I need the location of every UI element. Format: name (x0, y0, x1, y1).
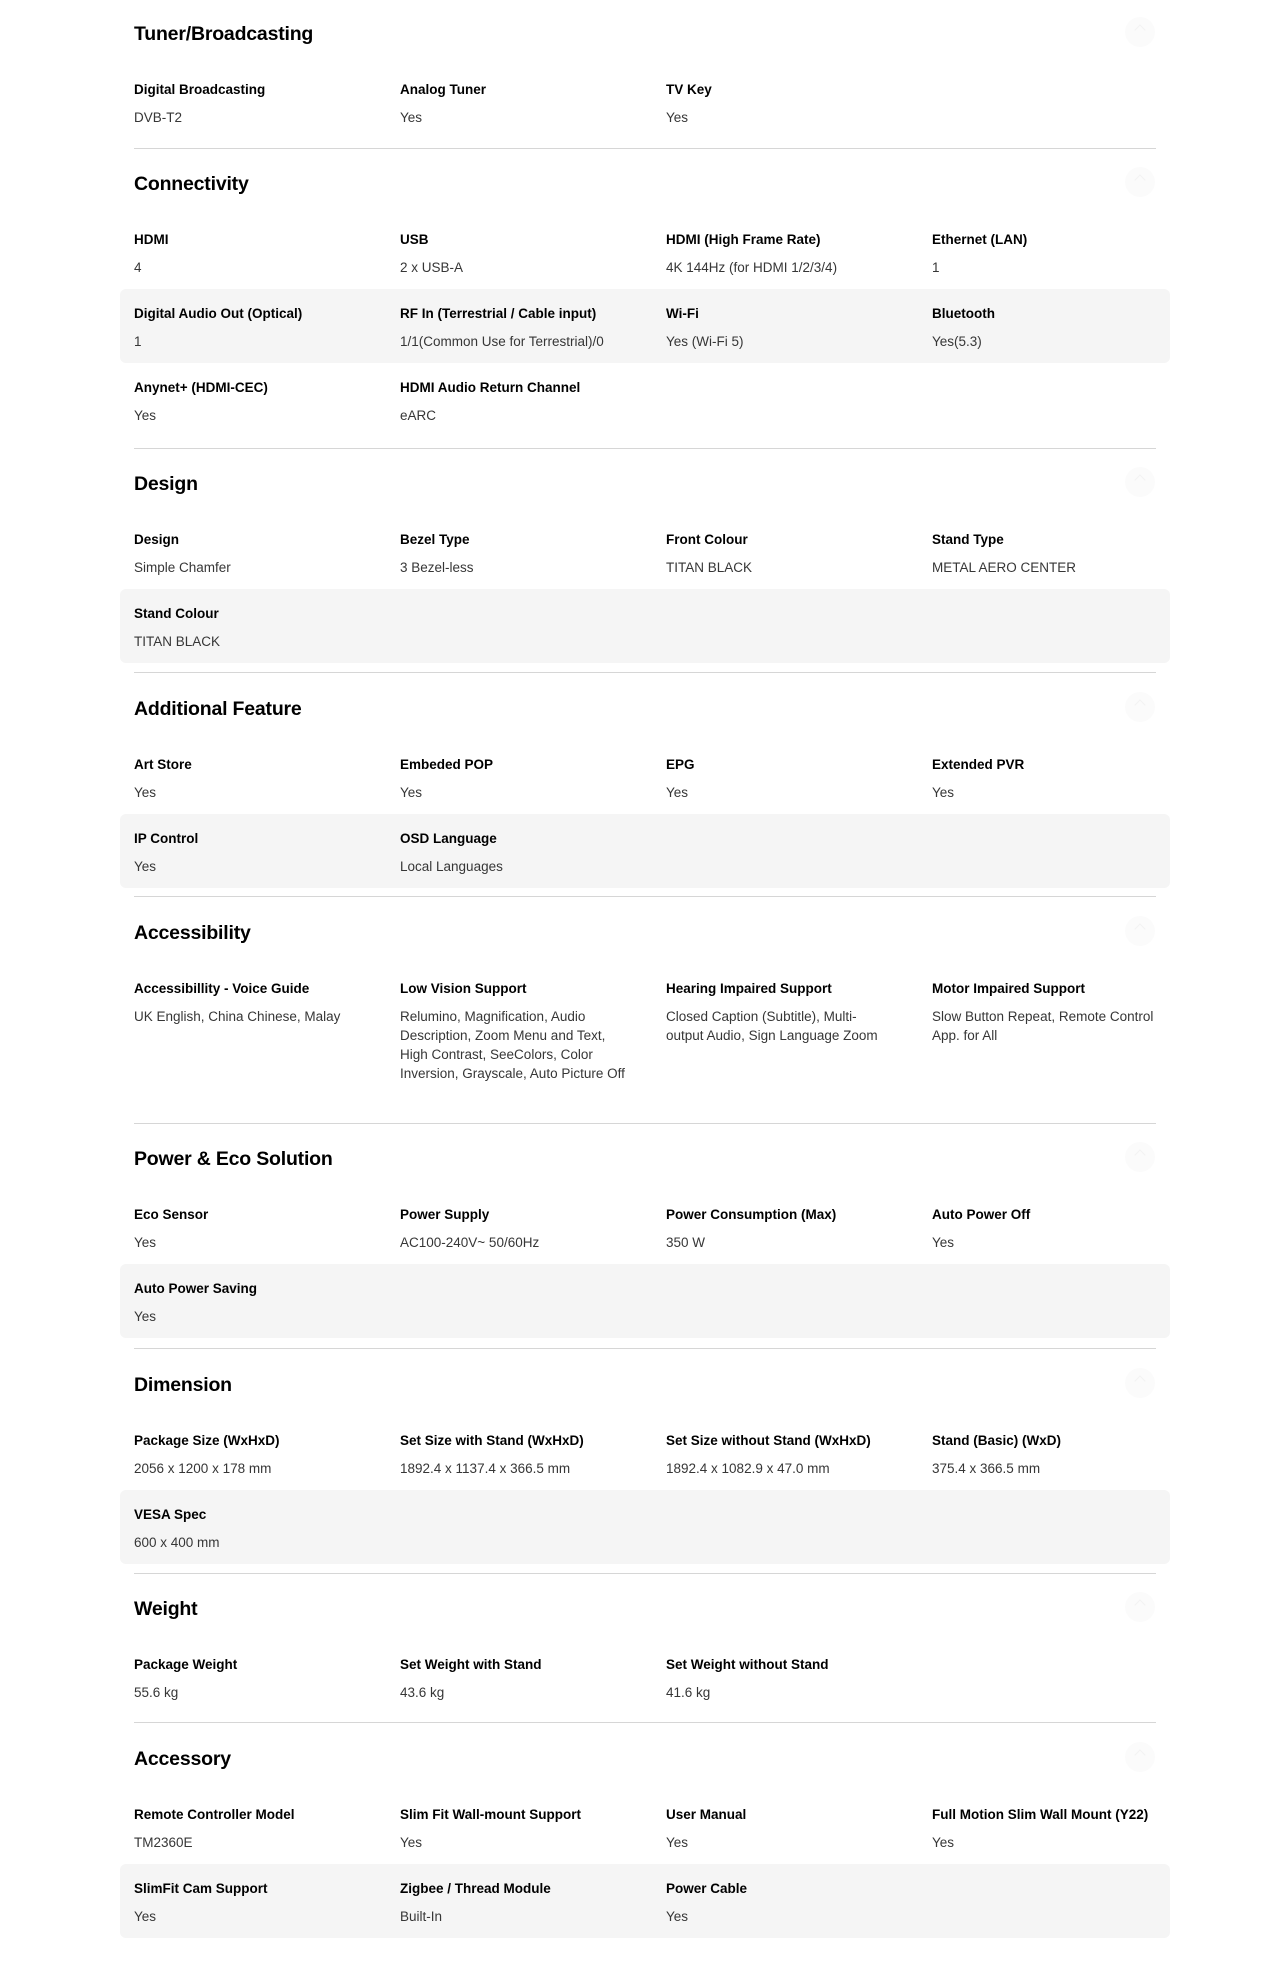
spec-row (120, 1640, 1170, 1714)
chevron-up-icon[interactable] (1125, 916, 1155, 946)
spec-value: 4 (134, 260, 142, 275)
chevron-up-icon[interactable] (1125, 1142, 1155, 1172)
section-title[interactable]: Weight (134, 1598, 198, 1620)
spec-row (120, 964, 1170, 1081)
spec-value: 41.6 kg (666, 1685, 711, 1700)
section-title[interactable]: Design (134, 473, 198, 495)
section-title[interactable]: Accessibility (134, 922, 251, 944)
chevron-up-icon[interactable] (1125, 167, 1155, 197)
spec-value: Yes (400, 785, 423, 800)
spec-value: UK English, China Chinese, Malay (134, 1009, 341, 1024)
spec-value: METAL AERO CENTER (932, 560, 1077, 575)
section-title[interactable]: Accessory (134, 1748, 231, 1770)
spec-label: Zigbee / Thread Module (400, 1881, 551, 1896)
spec-value: Yes (932, 1235, 955, 1250)
spec-row (120, 1264, 1170, 1338)
spec-label: Digital Broadcasting (134, 82, 266, 97)
section-title[interactable]: Power & Eco Solution (134, 1148, 333, 1170)
section-title[interactable]: Tuner/Broadcasting (134, 23, 314, 45)
section-divider (134, 148, 1156, 149)
spec-label: Bezel Type (400, 532, 470, 547)
spec-label: Set Weight without Stand (666, 1657, 829, 1672)
spec-label: Stand (Basic) (WxD) (932, 1433, 1062, 1448)
spec-value: Yes (134, 1235, 157, 1250)
chevron-up-icon[interactable] (1125, 1742, 1155, 1772)
spec-label: Auto Power Saving (134, 1281, 258, 1296)
section-divider (134, 1573, 1156, 1574)
spec-label: Set Size with Stand (WxHxD) (400, 1433, 584, 1448)
section-divider (134, 1348, 1156, 1349)
spec-value: 350 W (666, 1235, 706, 1250)
spec-label: Full Motion Slim Wall Mount (Y22) (932, 1807, 1149, 1822)
spec-value: TITAN BLACK (134, 634, 221, 649)
section-title[interactable]: Dimension (134, 1374, 232, 1396)
spec-value: Simple Chamfer (134, 560, 231, 575)
spec-row (120, 740, 1170, 814)
spec-label: Eco Sensor (134, 1207, 209, 1222)
spec-value: Slow Button Repeat, Remote Control App. for All (932, 1009, 1154, 1043)
spec-row (120, 515, 1170, 589)
spec-value: Closed Caption (Subtitle), Multi-output Audio, Sign Language Zoom (666, 1009, 878, 1043)
section-title[interactable]: Connectivity (134, 173, 249, 195)
spec-label: Stand Colour (134, 606, 219, 621)
spec-label: Ethernet (LAN) (932, 232, 1028, 247)
chevron-up-icon[interactable] (1125, 692, 1155, 722)
spec-value: 1 (932, 260, 940, 275)
spec-value: Yes (400, 110, 423, 125)
spec-label: Design (134, 532, 180, 547)
spec-row (120, 589, 1170, 663)
spec-label: Digital Audio Out (Optical) (134, 306, 303, 321)
section-divider (134, 672, 1156, 673)
spec-label: Wi-Fi (666, 306, 699, 321)
spec-value: 3 Bezel-less (400, 560, 474, 575)
spec-label: Set Weight with Stand (400, 1657, 542, 1672)
spec-label: OSD Language (400, 831, 497, 846)
spec-row (120, 1416, 1170, 1490)
spec-label: Analog Tuner (400, 82, 486, 97)
spec-label: Extended PVR (932, 757, 1025, 772)
spec-label: Power Cable (666, 1881, 748, 1896)
spec-label: Bluetooth (932, 306, 995, 321)
spec-value: AC100-240V~ 50/60Hz (400, 1235, 540, 1250)
chevron-up-icon[interactable] (1125, 1592, 1155, 1622)
spec-label: TV Key (666, 82, 712, 97)
spec-value: Yes (666, 110, 689, 125)
spec-label: Accessibillity - Voice Guide (134, 981, 310, 996)
spec-label: USB (400, 232, 429, 247)
spec-label: Power Consumption (Max) (666, 1207, 837, 1222)
spec-label: Slim Fit Wall-mount Support (400, 1807, 581, 1822)
spec-label: Remote Controller Model (134, 1807, 295, 1822)
spec-label: Low Vision Support (400, 981, 527, 996)
spec-value: eARC (400, 408, 437, 423)
spec-row (120, 1864, 1170, 1938)
spec-value: Yes (Wi-Fi 5) (666, 334, 744, 349)
spec-label: Auto Power Off (932, 1207, 1031, 1222)
spec-value: 1 (134, 334, 142, 349)
spec-value: TITAN BLACK (666, 560, 753, 575)
spec-label: Motor Impaired Support (932, 981, 1085, 996)
spec-value: Relumino, Magnification, Audio Description, Zoom Menu and Text, High Contrast, SeeColors, Color Inversion, Grayscale, Auto Picture Off (400, 1009, 625, 1081)
spec-label: Set Size without Stand (WxHxD) (666, 1433, 871, 1448)
spec-value: TM2360E (134, 1835, 193, 1850)
spec-value: Yes (400, 1835, 423, 1850)
spec-row (120, 65, 1170, 139)
section-title[interactable]: Additional Feature (134, 698, 302, 720)
spec-label: Front Colour (666, 532, 748, 547)
chevron-up-icon[interactable] (1125, 467, 1155, 497)
spec-value: 1892.4 x 1137.4 x 366.5 mm (400, 1461, 571, 1476)
spec-value: 2056 x 1200 x 178 mm (134, 1461, 272, 1476)
spec-value: Yes (134, 408, 157, 423)
spec-label: VESA Spec (134, 1507, 207, 1522)
spec-value: 2 x USB-A (400, 260, 464, 275)
spec-row (120, 814, 1170, 888)
spec-label: HDMI (High Frame Rate) (666, 232, 821, 247)
section-divider (134, 1722, 1156, 1723)
spec-value: Yes (666, 785, 689, 800)
spec-value: 600 x 400 mm (134, 1535, 220, 1550)
spec-value: Yes (134, 1309, 157, 1324)
spec-value: 4K 144Hz (for HDMI 1/2/3/4) (666, 260, 838, 275)
spec-label: User Manual (666, 1807, 747, 1822)
spec-value: Local Languages (400, 859, 503, 874)
spec-value: Yes (932, 1835, 955, 1850)
section-divider (134, 448, 1156, 449)
spec-label: SlimFit Cam Support (134, 1881, 268, 1896)
spec-value: Built-In (400, 1909, 443, 1924)
spec-label: Art Store (134, 757, 192, 772)
section-divider (134, 1123, 1156, 1124)
spec-label: HDMI Audio Return Channel (400, 380, 581, 395)
spec-row (120, 1790, 1170, 1864)
spec-value: Yes (134, 1909, 157, 1924)
spec-label: Power Supply (400, 1207, 490, 1222)
spec-row (120, 1190, 1170, 1264)
spec-label: Package Size (WxHxD) (134, 1433, 280, 1448)
spec-value: 43.6 kg (400, 1685, 445, 1700)
spec-label: HDMI (134, 232, 169, 247)
spec-row (120, 363, 1170, 437)
spec-value: Yes(5.3) (932, 334, 982, 349)
spec-label: EPG (666, 757, 695, 772)
spec-value: Yes (134, 785, 157, 800)
chevron-up-icon[interactable] (1125, 17, 1155, 47)
chevron-up-icon[interactable] (1125, 1368, 1155, 1398)
section-divider (134, 896, 1156, 897)
spec-value: Yes (666, 1909, 689, 1924)
spec-label: Embeded POP (400, 757, 494, 772)
spec-row (120, 215, 1170, 289)
spec-label: Stand Type (932, 532, 1004, 547)
spec-value: Yes (134, 859, 157, 874)
spec-label: IP Control (134, 831, 199, 846)
spec-row (120, 1490, 1170, 1564)
spec-label: RF In (Terrestrial / Cable input) (400, 306, 597, 321)
spec-value: DVB-T2 (134, 110, 183, 125)
spec-value: Yes (932, 785, 955, 800)
spec-value: 55.6 kg (134, 1685, 179, 1700)
spec-label: Hearing Impaired Support (666, 981, 832, 996)
spec-value: 1892.4 x 1082.9 x 47.0 mm (666, 1461, 830, 1476)
spec-value: 375.4 x 366.5 mm (932, 1461, 1041, 1476)
spec-label: Package Weight (134, 1657, 238, 1672)
spec-row (120, 289, 1170, 363)
spec-label: Anynet+ (HDMI-CEC) (134, 380, 268, 395)
spec-value: 1/1(Common Use for Terrestrial)/0 (400, 334, 604, 349)
spec-value: Yes (666, 1835, 689, 1850)
